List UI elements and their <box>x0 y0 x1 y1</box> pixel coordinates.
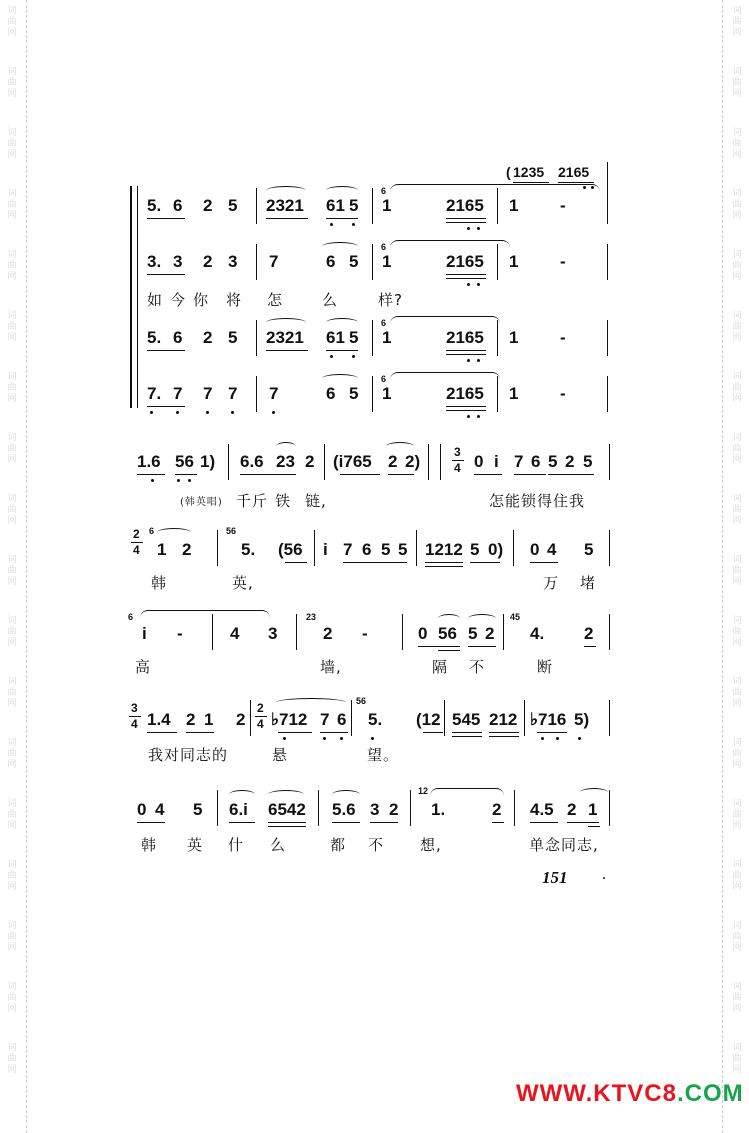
note: 7 <box>203 384 213 403</box>
note: 2 <box>584 624 594 643</box>
note: 5 <box>583 452 593 471</box>
watermark-mark: 词 曲 网 <box>732 677 742 709</box>
lyric-char: 断 <box>537 658 554 676</box>
note: 6 <box>326 252 336 271</box>
grace-note: 6 <box>381 318 387 328</box>
note: 0 <box>418 624 428 643</box>
note: 6 <box>173 196 183 215</box>
note: 1 <box>382 196 392 215</box>
note: 6 <box>337 710 347 729</box>
note: 212 <box>489 710 518 729</box>
lyric-char: 堵 <box>580 574 597 592</box>
note: 0) <box>488 540 504 559</box>
time-signature-top: 3 <box>454 445 461 459</box>
note: 4 <box>547 540 557 559</box>
note: - <box>560 328 566 347</box>
watermark-mark: 词 曲 网 <box>732 799 742 831</box>
site-logo-tld: .COM <box>676 1080 744 1107</box>
lyric-char: 悬 <box>272 746 289 764</box>
site-logo[interactable] <box>516 1080 744 1108</box>
system-brace <box>130 186 132 408</box>
watermark-mark: 词 曲 网 <box>732 67 742 99</box>
watermark-mark: 词 曲 网 <box>7 6 17 38</box>
grace-note: 6 <box>381 186 387 196</box>
note: 5 <box>228 196 238 215</box>
lyric-char: 你 <box>193 291 210 309</box>
note: 5. <box>368 710 383 729</box>
watermark-mark: 词 曲 网 <box>732 189 742 221</box>
note: 7 <box>173 384 183 403</box>
note: 5 <box>381 540 391 559</box>
grace-note: 12 <box>418 786 429 796</box>
note: 5. <box>147 328 162 347</box>
note: 5 <box>470 540 480 559</box>
system-brace-inner <box>137 186 138 408</box>
time-signature-top: 3 <box>131 701 138 715</box>
note: 1235 <box>513 164 545 180</box>
note: 2165 <box>446 328 484 347</box>
lyric-char: 斤 <box>252 492 269 510</box>
note: 3. <box>147 252 162 271</box>
watermark-mark: 词 曲 网 <box>7 616 17 648</box>
note: 2) <box>405 452 421 471</box>
watermark-mark: 词 曲 网 <box>732 860 742 892</box>
note: 2165 <box>446 252 484 271</box>
note: 2 <box>203 252 213 271</box>
watermark-mark: 词 曲 网 <box>732 616 742 648</box>
lyric-char: 铁 <box>275 492 292 510</box>
note: 6 <box>531 452 541 471</box>
note: 5 <box>548 452 558 471</box>
lyric-char: 样? <box>378 291 403 309</box>
watermark-mark: 词 曲 网 <box>7 921 17 953</box>
watermark-mark: 词 曲 网 <box>7 189 17 221</box>
note: 5 <box>398 540 408 559</box>
note: - <box>362 624 368 643</box>
note: 7 <box>228 384 238 403</box>
time-signature-bottom: 4 <box>454 461 461 475</box>
note: 2 <box>186 710 196 729</box>
note: 7. <box>147 384 162 403</box>
watermark-mark: 词 曲 网 <box>7 982 17 1014</box>
note: 1.4 <box>147 710 171 729</box>
watermark-mark: 词 曲 网 <box>7 1043 17 1075</box>
note: 5 <box>193 800 203 819</box>
note: - <box>177 624 183 643</box>
note: 3 <box>370 800 380 819</box>
grace-note: 6 <box>381 242 387 252</box>
watermark-mark: 词 曲 网 <box>7 128 17 160</box>
time-signature-top: 2 <box>133 527 140 541</box>
note: 6 <box>362 540 372 559</box>
watermark-mark: 词 曲 网 <box>7 555 17 587</box>
note: 2165 <box>558 164 590 180</box>
note: 1 <box>157 540 167 559</box>
note: 1) <box>200 452 216 471</box>
note: 1 <box>204 710 214 729</box>
note: 6.i <box>229 800 248 819</box>
note: 4. <box>530 624 545 643</box>
note: 4.5 <box>530 800 554 819</box>
note: 1 <box>382 328 392 347</box>
lyric-char: 如 <box>147 291 164 309</box>
singer-label: (韩英唱) <box>180 497 223 508</box>
note: 2 <box>323 624 333 643</box>
note: 5 <box>349 328 359 347</box>
note: 2 <box>203 328 213 347</box>
note: 5) <box>574 710 590 729</box>
note: 1 <box>509 196 519 215</box>
note: 2165 <box>446 384 484 403</box>
note: 4 <box>230 624 240 643</box>
note: 2 <box>236 710 246 729</box>
grace-note: 45 <box>510 612 521 622</box>
note: 1 <box>509 252 519 271</box>
watermark-mark: 词 曲 网 <box>732 1043 742 1075</box>
grace-note: 23 <box>306 612 317 622</box>
lyric-char: 都 <box>330 836 347 854</box>
page-number: 151 <box>542 868 568 887</box>
watermark-mark: 词 曲 网 <box>732 128 742 160</box>
lyric-char: 望。 <box>367 746 400 764</box>
watermark-mark: 词 曲 网 <box>732 494 742 526</box>
note: 0 <box>530 540 540 559</box>
note: 2321 <box>266 196 304 215</box>
lyric-text: 我对同志的 <box>148 746 229 764</box>
note: 2 <box>182 540 192 559</box>
note: 5 <box>349 384 359 403</box>
watermark-mark: 词 曲 网 <box>7 433 17 465</box>
lyric-char: 么 <box>322 291 339 309</box>
lyric-char: 隔 <box>432 658 449 676</box>
note: ♭712 <box>271 710 308 729</box>
note: 7 <box>269 384 279 403</box>
note: (12 <box>416 710 441 729</box>
watermark-mark: 词 曲 网 <box>7 860 17 892</box>
note: 1 <box>588 800 598 819</box>
note: 2 <box>388 452 398 471</box>
grace-note: 6 <box>381 374 387 384</box>
note: 6.6 <box>240 452 264 471</box>
note: 5 <box>468 624 478 643</box>
watermark-mark: 词 曲 网 <box>732 555 742 587</box>
watermark-mark: 词 曲 网 <box>732 921 742 953</box>
note: 5.6 <box>332 800 356 819</box>
note: 23 <box>276 452 295 471</box>
note: ♭716 <box>530 710 567 729</box>
time-signature-bottom: 4 <box>131 717 138 731</box>
note: 6 <box>326 384 336 403</box>
time-signature-bottom: 4 <box>133 543 140 557</box>
lyric-char: 不 <box>469 658 486 676</box>
watermark-mark: 词 曲 网 <box>732 250 742 282</box>
note: 1 <box>382 384 392 403</box>
note: 2 <box>492 800 502 819</box>
time-signature-bottom: 4 <box>257 717 264 731</box>
note: 5 <box>349 252 359 271</box>
watermark-mark: 词 曲 网 <box>7 799 17 831</box>
watermark-mark: 词 曲 网 <box>732 311 742 343</box>
lyric-char: 万 <box>543 574 560 592</box>
time-signature-top: 2 <box>257 701 264 715</box>
paren-open: ( <box>506 164 511 180</box>
lyric-char: 将 <box>226 291 243 309</box>
note: 2165 <box>446 196 484 215</box>
grace-note: 6 <box>149 526 155 536</box>
grace-note: 56 <box>226 526 237 536</box>
lyric-char: 什 <box>228 836 245 854</box>
watermark-mark: 词 曲 网 <box>7 372 17 404</box>
note: 5 <box>584 540 594 559</box>
watermark-mark: 词 曲 网 <box>732 372 742 404</box>
note: 7 <box>269 252 279 271</box>
note: 6542 <box>268 800 306 819</box>
note: i <box>142 624 147 643</box>
lyric-char: 链, <box>305 492 327 510</box>
note: 1. <box>431 800 446 819</box>
watermark-mark: 词 曲 网 <box>732 738 742 770</box>
note: 6 <box>173 328 183 347</box>
watermark-mark: 词 曲 网 <box>732 982 742 1014</box>
lyric-char: 么 <box>270 836 287 854</box>
note: 545 <box>452 710 481 729</box>
note: 4 <box>155 800 165 819</box>
note: 7 <box>343 540 353 559</box>
note: 3 <box>268 624 278 643</box>
watermark-mark: 词 曲 网 <box>7 67 17 99</box>
note: 2 <box>485 624 495 643</box>
lyric-char: 英, <box>232 574 254 592</box>
lyric-char: 不 <box>368 836 385 854</box>
grace-note: 6 <box>128 612 134 622</box>
note: 56 <box>438 624 457 643</box>
note: 7 <box>320 710 330 729</box>
note: 0 <box>474 452 484 471</box>
note: 2 <box>203 196 213 215</box>
note: 0 <box>137 800 147 819</box>
lyric-text: 怎能锁得住我 <box>489 492 586 510</box>
lyric-char: 千 <box>236 492 253 510</box>
note: 2 <box>305 452 315 471</box>
note: 2321 <box>266 328 304 347</box>
lyric-char: 想, <box>420 836 442 854</box>
note: 5 <box>349 196 359 215</box>
note: 7 <box>514 452 524 471</box>
lyric-char: 韩 <box>151 574 168 592</box>
note: 5 <box>228 328 238 347</box>
lyric-char: 怎 <box>267 291 284 309</box>
note: 61 <box>326 196 345 215</box>
note: 2 <box>565 452 575 471</box>
note: 1 <box>509 384 519 403</box>
note: 1.6 <box>137 452 161 471</box>
lyric-text: 单念同志, <box>529 836 599 854</box>
lyric-char: 高 <box>135 658 152 676</box>
note: 5. <box>147 196 162 215</box>
site-logo-text: WWW.KTVC8 <box>516 1080 677 1107</box>
note: 3 <box>173 252 183 271</box>
note: 1212 <box>425 540 463 559</box>
watermark-mark: 词 曲 网 <box>732 6 742 38</box>
watermark-mark: 词 曲 网 <box>7 494 17 526</box>
note: i <box>323 540 328 559</box>
note: - <box>560 252 566 271</box>
grace-note: 56 <box>356 696 367 706</box>
page-number-dot: . <box>603 868 606 882</box>
note: (i765 <box>333 452 372 471</box>
watermark-mark: 词 曲 网 <box>7 250 17 282</box>
note: (56 <box>278 540 303 559</box>
note: 2 <box>567 800 577 819</box>
note: 61 <box>326 328 345 347</box>
note: 56 <box>175 452 194 471</box>
watermark-mark: 词 曲 网 <box>7 311 17 343</box>
note: 2 <box>389 800 399 819</box>
lyric-char: 今 <box>170 291 187 309</box>
note: - <box>560 384 566 403</box>
watermark-mark: 词 曲 网 <box>732 433 742 465</box>
watermark-mark: 词 曲 网 <box>7 738 17 770</box>
note: - <box>560 196 566 215</box>
watermark-mark: 词 曲 网 <box>7 677 17 709</box>
lyric-char: 韩 <box>141 836 158 854</box>
note: i <box>494 452 499 471</box>
note: 3 <box>228 252 238 271</box>
note: 5. <box>241 540 256 559</box>
note: 1 <box>509 328 519 347</box>
lyric-char: 英 <box>187 836 204 854</box>
lyric-char: 墙, <box>320 658 342 676</box>
note: 1 <box>382 252 392 271</box>
